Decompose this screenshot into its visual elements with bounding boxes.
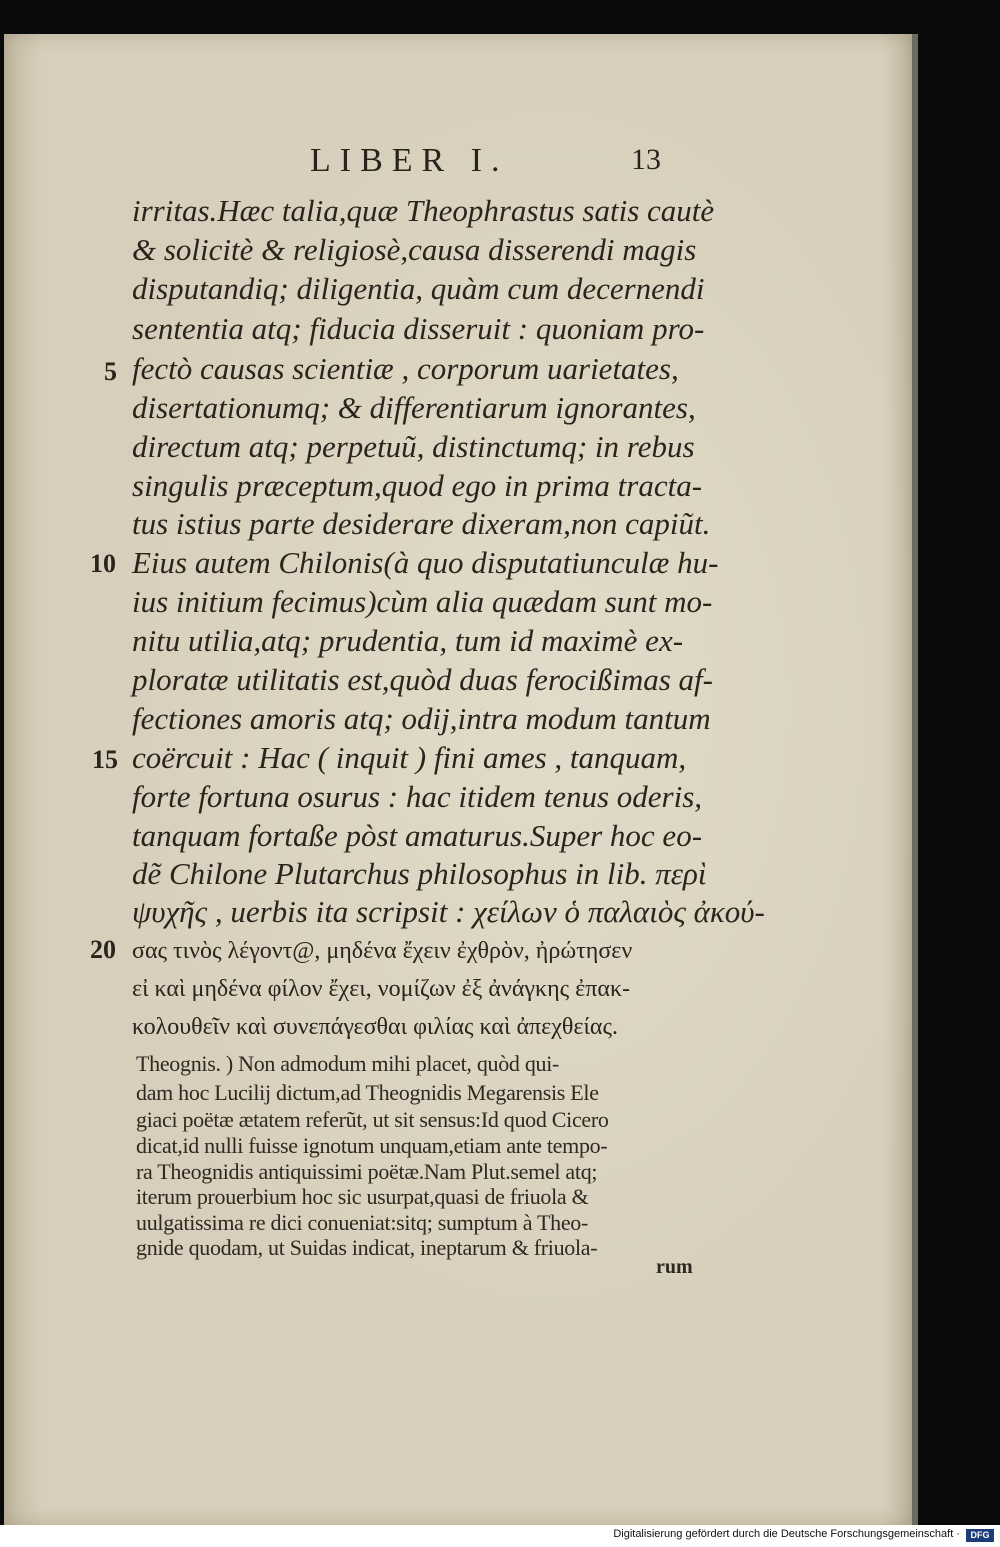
text-line: sententia atq; fiducia disseruit : quoniam pro- [132, 311, 705, 346]
note-line: iterum prouerbium hoc sic usurpat,quasi de friuola & [136, 1184, 589, 1209]
text-line: tus istius parte desiderare dixeram,non capiũt. [132, 506, 711, 541]
greek-line: σας τινὸς λέγοντ@, μηδένα ἔχειν ἐχθρὸν, ἠρώτησεν [132, 938, 633, 964]
line-number: 20 [90, 935, 116, 964]
page-number: 13 [631, 143, 661, 176]
running-head: LIBER I. [310, 142, 509, 179]
greek-line: κολουθεῖν καὶ συνεπάγεσθαι φιλίας καὶ ἀπεχθείας. [132, 1014, 618, 1040]
text-line: irritas.Hæc talia,quæ Theophrastus satis cautè [132, 193, 715, 228]
greek-line: εἰ καὶ μηδένα φίλον ἔχει, νομίζων ἐξ ἀνάγκης ἐπακ- [132, 976, 631, 1002]
text-line: ψυχῆς , uerbis ita scripsit : χείλων ὁ παλαιὸς ἀκού- [132, 894, 765, 929]
catchword: rum [656, 1256, 693, 1278]
text-line: nitu utilia,atq; prudentia, tum id maximè ex- [132, 623, 684, 658]
note-line: Theognis. ) Non admodum mihi placet, quòd qui- [136, 1051, 560, 1076]
text-line: directum atq; perpetuũ, distinctumq; in rebus [132, 429, 695, 464]
text-line: disertationumq; & differentiarum ignorantes, [132, 390, 696, 425]
text-line: fectiones amoris atq; odij,intra modum tantum [132, 701, 711, 736]
note-line: ra Theognidis antiquissimi poëtæ.Nam Plut.semel atq; [136, 1159, 598, 1184]
note-line: giaci poëtæ ætatem referũt, ut sit sensus:Id quod Cicero [136, 1107, 609, 1132]
text-line: & solicitè & religiosè,causa disserendi magis [132, 232, 697, 267]
note-line: dam hoc Lucilij dictum,ad Theognidis Megarensis Ele [136, 1080, 599, 1105]
note-line: gnide quodam, ut Suidas indicat, ineptarum & friuola- [136, 1235, 598, 1260]
text-line: tanquam fortaße pòst amaturus.Super hoc eo- [132, 818, 703, 853]
text-line: ploratæ utilitatis est,quòd duas ferocißimas af- [132, 662, 713, 697]
text-line: fectò causas scientiæ , corporum uarietates, [132, 351, 679, 386]
text-line: forte fortuna osurus : hac itidem tenus oderis, [132, 779, 703, 814]
note-line: uulgatissima re dici conueniat:sitq; sumptum à Theo- [136, 1210, 589, 1235]
text-line: dẽ Chilone Plutarchus philosophus in lib. περὶ [132, 856, 707, 891]
note-line: dicat,id nulli fuisse ignotum unquam,etiam ante tempo- [136, 1133, 608, 1158]
text-line: singulis præceptum,quod ego in prima tracta- [132, 468, 703, 503]
line-number: 10 [90, 549, 116, 578]
page-edge [912, 34, 918, 1525]
line-number: 5 [104, 357, 117, 386]
text-line: ius initium fecimus)cùm alia quædam sunt mo- [132, 584, 713, 619]
line-number: 15 [92, 745, 118, 774]
text-line: disputandiq; diligentia, quàm cum decernendi [132, 271, 705, 306]
funding-credit: Digitalisierung gefördert durch die Deutsche Forschungsgemeinschaft · [613, 1528, 960, 1540]
dfg-logo: DFG [966, 1529, 994, 1542]
text-line: coërcuit : Hac ( inquit ) fini ames , tanquam, [132, 740, 687, 775]
text-line: Eius autem Chilonis(à quo disputatiunculæ hu- [132, 545, 719, 580]
